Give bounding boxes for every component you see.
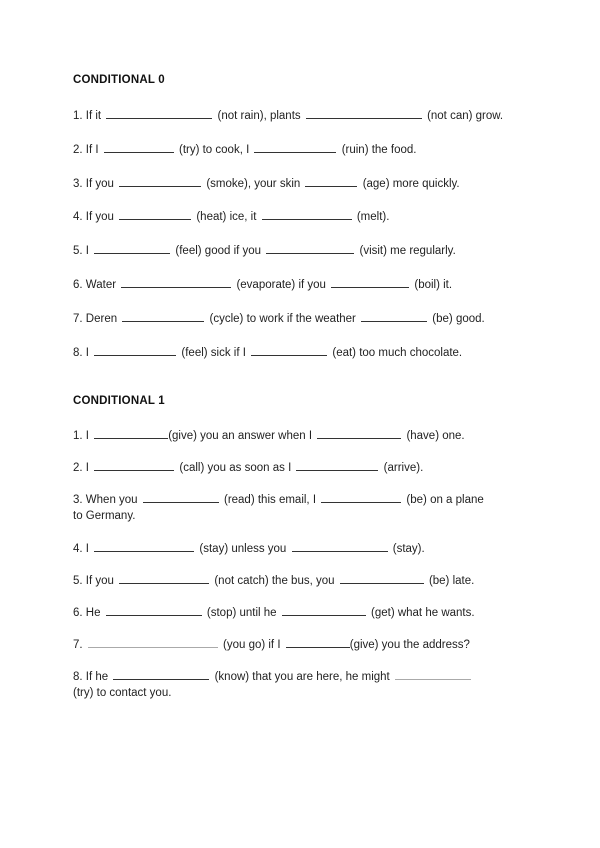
answer-blank[interactable] bbox=[340, 572, 424, 584]
exercise-item: 3. When you (read) this email, I (be) on a plane bbox=[73, 491, 484, 507]
answer-blank[interactable] bbox=[317, 427, 401, 439]
answer-blank[interactable] bbox=[254, 141, 336, 153]
answer-blank[interactable] bbox=[94, 427, 168, 439]
exercise-item: 3. If you (smoke), your skin (age) more quickly. bbox=[73, 175, 460, 191]
answer-blank[interactable] bbox=[88, 636, 218, 648]
answer-blank[interactable] bbox=[94, 459, 174, 471]
answer-blank[interactable] bbox=[106, 604, 202, 616]
answer-blank[interactable] bbox=[121, 276, 231, 288]
exercise-item: 8. I (feel) sick if I (eat) too much chocolate. bbox=[73, 344, 462, 360]
answer-blank[interactable] bbox=[361, 310, 427, 322]
answer-blank[interactable] bbox=[331, 276, 409, 288]
exercise-item: 5. If you (not catch) the bus, you (be) late. bbox=[73, 572, 474, 588]
answer-blank[interactable] bbox=[262, 208, 352, 220]
answer-blank[interactable] bbox=[286, 636, 350, 648]
answer-blank[interactable] bbox=[106, 107, 212, 119]
answer-blank[interactable] bbox=[122, 310, 204, 322]
answer-blank[interactable] bbox=[113, 668, 209, 680]
section-title: CONDITIONAL 1 bbox=[73, 395, 165, 407]
exercise-item-continuation: to Germany. bbox=[73, 510, 136, 522]
exercise-item: 6. He (stop) until he (get) what he wants. bbox=[73, 604, 475, 620]
exercise-item: 7. (you go) if I (give) you the address? bbox=[73, 636, 470, 652]
exercise-item: 4. I (stay) unless you (stay). bbox=[73, 540, 425, 556]
exercise-item: 6. Water (evaporate) if you (boil) it. bbox=[73, 276, 452, 292]
answer-blank[interactable] bbox=[266, 242, 354, 254]
answer-blank[interactable] bbox=[305, 175, 357, 187]
answer-blank[interactable] bbox=[306, 107, 422, 119]
answer-blank[interactable] bbox=[296, 459, 378, 471]
exercise-item: 4. If you (heat) ice, it (melt). bbox=[73, 208, 389, 224]
answer-blank[interactable] bbox=[94, 540, 194, 552]
answer-blank[interactable] bbox=[143, 491, 219, 503]
answer-blank[interactable] bbox=[94, 242, 170, 254]
exercise-item: 7. Deren (cycle) to work if the weather (be) good. bbox=[73, 310, 485, 326]
answer-blank[interactable] bbox=[94, 344, 176, 356]
exercise-item: 5. I (feel) good if you (visit) me regularly. bbox=[73, 242, 456, 258]
exercise-item: 1. If it (not rain), plants (not can) grow. bbox=[73, 107, 503, 123]
answer-blank[interactable] bbox=[321, 491, 401, 503]
exercise-item: 2. I (call) you as soon as I (arrive). bbox=[73, 459, 423, 475]
answer-blank[interactable] bbox=[282, 604, 366, 616]
answer-blank[interactable] bbox=[119, 175, 201, 187]
exercise-item-continuation: (try) to contact you. bbox=[73, 687, 172, 699]
exercise-item: 1. I (give) you an answer when I (have) one. bbox=[73, 427, 465, 443]
exercise-item: 2. If I (try) to cook, I (ruin) the food. bbox=[73, 141, 416, 157]
exercise-item: 8. If he (know) that you are here, he might bbox=[73, 668, 473, 684]
answer-blank[interactable] bbox=[395, 668, 471, 680]
answer-blank[interactable] bbox=[119, 572, 209, 584]
section-title: CONDITIONAL 0 bbox=[73, 74, 165, 86]
answer-blank[interactable] bbox=[119, 208, 191, 220]
answer-blank[interactable] bbox=[104, 141, 174, 153]
answer-blank[interactable] bbox=[251, 344, 327, 356]
answer-blank[interactable] bbox=[292, 540, 388, 552]
